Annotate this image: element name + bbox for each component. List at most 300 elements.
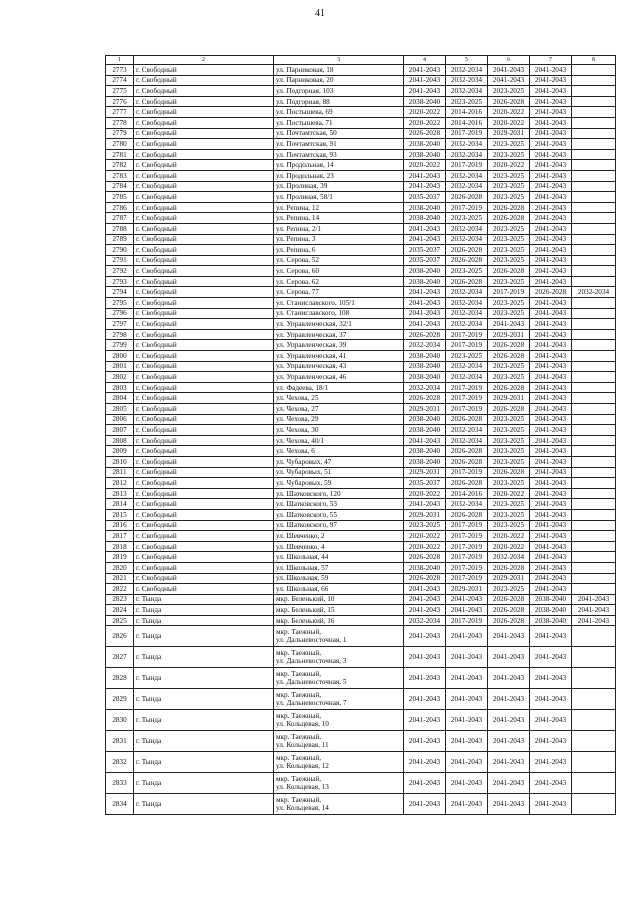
table-row [106,308,616,319]
period-col-5: 2017-2019 [446,382,488,393]
period-col-8 [572,382,616,393]
period-col-6: 2029-2031 [488,393,530,404]
period-col-5: 2017-2019 [446,393,488,404]
period-col-8 [572,478,616,489]
period-col-6: 2041-2043 [488,626,530,647]
period-col-6: 2023-2025 [488,499,530,510]
table-row [106,329,616,340]
row-number: 2809 [106,446,134,457]
period-col-8 [572,531,616,542]
period-col-5: 2041-2043 [446,689,488,710]
city: г. Тында [134,647,274,668]
period-col-4: 2041-2043 [404,319,446,330]
period-col-8 [572,446,616,457]
table-row [106,773,616,794]
table-row [106,266,616,277]
city: г. Свободный [134,86,274,97]
table-row [106,75,616,86]
period-col-7: 2041-2043 [530,86,572,97]
city: г. Тында [134,689,274,710]
period-col-6: 2023-2025 [488,456,530,467]
period-col-5: 2017-2019 [446,404,488,415]
address: ул. Чехова, 29 [274,414,404,425]
period-col-7: 2038-2040 [530,594,572,605]
period-col-4: 2020-2022 [404,160,446,171]
period-col-4: 2041-2043 [404,170,446,181]
period-col-6: 2023-2025 [488,139,530,150]
address: ул. Шатковского, 120 [274,488,404,499]
period-col-6: 2041-2043 [488,65,530,76]
period-col-7: 2041-2043 [530,298,572,309]
period-col-6: 2026-2028 [488,615,530,626]
table-row [106,446,616,457]
address: ул. Чубаровых, 47 [274,456,404,467]
period-col-5: 2026-2028 [446,276,488,287]
period-col-8: 2041-2043 [572,605,616,616]
period-col-5: 2032-2034 [446,86,488,97]
period-col-4: 2041-2043 [404,647,446,668]
period-col-7: 2041-2043 [530,361,572,372]
header-cell: 7 [530,56,572,65]
period-col-7: 2041-2043 [530,234,572,245]
period-col-6: 2023-2025 [488,435,530,446]
period-col-5: 2014-2016 [446,107,488,118]
address: ул. Управленческая, 32/1 [274,319,404,330]
period-col-8 [572,794,616,815]
period-col-8 [572,149,616,160]
period-col-5: 2029-2031 [446,584,488,595]
table-row [106,668,616,689]
period-col-5: 2017-2019 [446,615,488,626]
row-number: 2819 [106,552,134,563]
period-col-7: 2041-2043 [530,340,572,351]
city: г. Свободный [134,276,274,287]
period-col-4: 2038-2040 [404,202,446,213]
city: г. Тында [134,668,274,689]
period-col-8 [572,393,616,404]
city: г. Свободный [134,266,274,277]
period-col-7: 2041-2043 [530,181,572,192]
table-row [106,731,616,752]
period-col-6: 2041-2043 [488,731,530,752]
city: г. Свободный [134,467,274,478]
period-col-5: 2017-2019 [446,541,488,552]
period-col-7: 2041-2043 [530,562,572,573]
period-col-8 [572,255,616,266]
city: г. Свободный [134,170,274,181]
period-col-4: 2038-2040 [404,266,446,277]
period-col-4: 2041-2043 [404,298,446,309]
period-col-7: 2041-2043 [530,414,572,425]
row-number: 2776 [106,96,134,107]
row-number: 2829 [106,689,134,710]
period-col-4: 2041-2043 [404,65,446,76]
address: ул. Постышева, 69 [274,107,404,118]
table-row [106,181,616,192]
period-col-5: 2032-2034 [446,287,488,298]
row-number: 2798 [106,329,134,340]
period-col-4: 2026-2028 [404,393,446,404]
period-col-6: 2023-2025 [488,255,530,266]
period-col-4: 2038-2040 [404,96,446,107]
period-col-4: 2026-2028 [404,329,446,340]
period-col-7: 2041-2043 [530,752,572,773]
row-number: 2831 [106,731,134,752]
period-col-8: 2032-2034 [572,287,616,298]
row-number: 2810 [106,456,134,467]
period-col-7: 2041-2043 [530,255,572,266]
period-col-7: 2041-2043 [530,65,572,76]
address: мкр. Таежный, ул. Дальневосточная, 5 [274,668,404,689]
table-row [106,605,616,616]
city: г. Тында [134,615,274,626]
period-col-7: 2041-2043 [530,393,572,404]
city: г. Тында [134,731,274,752]
period-col-7: 2041-2043 [530,773,572,794]
row-number: 2812 [106,478,134,489]
period-col-5: 2032-2034 [446,308,488,319]
period-col-8 [572,170,616,181]
city: г. Свободный [134,65,274,76]
row-number: 2825 [106,615,134,626]
period-col-4: 2038-2040 [404,149,446,160]
period-col-6: 2023-2025 [488,86,530,97]
period-col-7: 2041-2043 [530,96,572,107]
period-col-5: 2032-2034 [446,149,488,160]
address: ул. Почтамтская, 91 [274,139,404,150]
city: г. Свободный [134,213,274,224]
address: ул. Управленческая, 43 [274,361,404,372]
period-col-8 [572,710,616,731]
row-number: 2789 [106,234,134,245]
period-col-8 [572,75,616,86]
period-col-7: 2041-2043 [530,107,572,118]
period-col-7: 2041-2043 [530,382,572,393]
table-row [106,689,616,710]
period-col-7: 2041-2043 [530,794,572,815]
table-body [106,56,616,815]
table-row [106,425,616,436]
row-number: 2800 [106,351,134,362]
city: г. Тында [134,794,274,815]
period-col-5: 2017-2019 [446,128,488,139]
period-col-6: 2029-2031 [488,329,530,340]
period-col-7: 2041-2043 [530,446,572,457]
address: мкр. Таежный, ул. Дальневосточная, 7 [274,689,404,710]
period-col-6: 2020-2022 [488,488,530,499]
address: мкр. Беленький, 15 [274,605,404,616]
row-number: 2806 [106,414,134,425]
period-col-6: 2023-2025 [488,425,530,436]
period-col-7: 2038-2040 [530,615,572,626]
period-col-7: 2038-2040 [530,605,572,616]
period-col-6: 2026-2028 [488,351,530,362]
period-col-4: 2020-2022 [404,531,446,542]
address: мкр. Таежный, ул. Кольцевая, 11 [274,731,404,752]
row-number: 2827 [106,647,134,668]
period-col-7: 2041-2043 [530,573,572,584]
period-col-8 [572,160,616,171]
city: г. Свободный [134,181,274,192]
period-col-7: 2041-2043 [530,626,572,647]
period-col-8 [572,351,616,362]
city: г. Свободный [134,404,274,415]
address: ул. Подгорная, 88 [274,96,404,107]
period-col-6: 2026-2028 [488,594,530,605]
row-number: 2788 [106,223,134,234]
table-row [106,710,616,731]
table-row [106,298,616,309]
table-row [106,96,616,107]
period-col-8 [572,223,616,234]
row-number: 2791 [106,255,134,266]
period-col-7: 2041-2043 [530,689,572,710]
city: г. Свободный [134,202,274,213]
city: г. Свободный [134,287,274,298]
period-col-6: 2023-2025 [488,245,530,256]
row-number: 2797 [106,319,134,330]
period-col-5: 2041-2043 [446,594,488,605]
city: г. Свободный [134,329,274,340]
period-col-8 [572,234,616,245]
period-col-5: 2026-2028 [446,192,488,203]
period-col-4: 2038-2040 [404,361,446,372]
address: мкр. Таежный, ул. Дальневосточная, 3 [274,647,404,668]
city: г. Свободный [134,223,274,234]
period-col-5: 2032-2034 [446,425,488,436]
period-col-4: 2035-2037 [404,478,446,489]
address: ул. Школьная, 57 [274,562,404,573]
table-row [106,794,616,815]
city: г. Свободный [134,584,274,595]
period-col-6: 2017-2019 [488,287,530,298]
address: ул. Парниковая, 18 [274,65,404,76]
period-col-6: 2041-2043 [488,668,530,689]
header-cell: 8 [572,56,616,65]
period-col-6: 2023-2025 [488,223,530,234]
table-row [106,520,616,531]
address: ул. Подгорная, 103 [274,86,404,97]
city: г. Свободный [134,361,274,372]
period-col-4: 2020-2022 [404,541,446,552]
row-number: 2826 [106,626,134,647]
address: ул. Пролиная, 58/1 [274,192,404,203]
city: г. Свободный [134,96,274,107]
table-row [106,117,616,128]
period-col-8 [572,773,616,794]
table-row [106,456,616,467]
period-col-4: 2020-2022 [404,107,446,118]
period-col-6: 2023-2025 [488,372,530,383]
period-col-8 [572,647,616,668]
period-col-8 [572,626,616,647]
address: ул. Чехова, 27 [274,404,404,415]
address: ул. Шатковского, 97 [274,520,404,531]
period-col-7: 2041-2043 [530,329,572,340]
city: г. Тында [134,773,274,794]
period-col-6: 2023-2025 [488,276,530,287]
period-col-4: 2041-2043 [404,75,446,86]
period-col-6: 2026-2028 [488,202,530,213]
header-cell: 4 [404,56,446,65]
period-col-8 [572,245,616,256]
period-col-4: 2029-2031 [404,509,446,520]
row-number: 2828 [106,668,134,689]
period-col-6: 2029-2031 [488,573,530,584]
table-row [106,594,616,605]
period-col-8 [572,181,616,192]
period-col-4: 2029-2031 [404,404,446,415]
period-col-5: 2026-2028 [446,255,488,266]
period-col-7: 2041-2043 [530,509,572,520]
table-row [106,213,616,224]
period-col-8 [572,689,616,710]
period-col-6: 2041-2043 [488,319,530,330]
period-col-7: 2041-2043 [530,499,572,510]
city: г. Свободный [134,541,274,552]
period-col-6: 2026-2028 [488,382,530,393]
row-number: 2778 [106,117,134,128]
row-number: 2780 [106,139,134,150]
table-row [106,382,616,393]
period-col-7: 2041-2043 [530,435,572,446]
city: г. Свободный [134,149,274,160]
period-col-5: 2032-2034 [446,372,488,383]
table-row [106,615,616,626]
period-col-8 [572,329,616,340]
period-col-8 [572,372,616,383]
table-row [106,435,616,446]
period-col-6: 2023-2025 [488,192,530,203]
address: ул. Репина, 14 [274,213,404,224]
address: ул. Чехова, 25 [274,393,404,404]
period-col-5: 2032-2034 [446,499,488,510]
period-col-5: 2032-2034 [446,223,488,234]
period-col-8 [572,213,616,224]
row-number: 2817 [106,531,134,542]
period-col-7: 2041-2043 [530,478,572,489]
period-col-8 [572,139,616,150]
city: г. Свободный [134,414,274,425]
city: г. Свободный [134,425,274,436]
address: ул. Репина, 2/1 [274,223,404,234]
table-row [106,128,616,139]
period-col-7: 2041-2043 [530,223,572,234]
period-col-7: 2041-2043 [530,351,572,362]
table-row [106,488,616,499]
address: ул. Чехова, 6 [274,446,404,457]
address: ул. Пролиная, 39 [274,181,404,192]
period-col-5: 2023-2025 [446,96,488,107]
period-col-7: 2041-2043 [530,213,572,224]
row-number: 2818 [106,541,134,552]
address: мкр. Таежный, ул. Кольцевая, 13 [274,773,404,794]
row-number: 2792 [106,266,134,277]
period-col-8 [572,499,616,510]
period-col-5: 2023-2025 [446,266,488,277]
table-row [106,647,616,668]
period-col-8 [572,266,616,277]
period-col-4: 2038-2040 [404,414,446,425]
address: ул. Почтамтская, 50 [274,128,404,139]
period-col-6: 2041-2043 [488,773,530,794]
row-number: 2781 [106,149,134,160]
row-number: 2833 [106,773,134,794]
period-col-6: 2026-2028 [488,404,530,415]
schedule-table [105,55,616,815]
row-number: 2783 [106,170,134,181]
period-col-7: 2041-2043 [530,192,572,203]
period-col-8 [572,202,616,213]
address: ул. Чехова, 30 [274,425,404,436]
period-col-8 [572,86,616,97]
city: г. Свободный [134,255,274,266]
period-col-4: 2038-2040 [404,425,446,436]
period-col-7: 2041-2043 [530,456,572,467]
period-col-4: 2023-2025 [404,520,446,531]
period-col-5: 2041-2043 [446,605,488,616]
period-col-4: 2038-2040 [404,562,446,573]
period-col-5: 2017-2019 [446,573,488,584]
period-col-8 [572,192,616,203]
period-col-4: 2041-2043 [404,689,446,710]
period-col-6: 2023-2025 [488,446,530,457]
table-row [106,340,616,351]
address: мкр. Беленький, 10 [274,594,404,605]
period-col-6: 2023-2025 [488,584,530,595]
address: ул. Шатковского, 53 [274,499,404,510]
period-col-5: 2017-2019 [446,329,488,340]
city: г. Свободный [134,340,274,351]
city: г. Свободный [134,573,274,584]
row-number: 2782 [106,160,134,171]
address: ул. Школьная, 44 [274,552,404,563]
period-col-5: 2041-2043 [446,626,488,647]
city: г. Свободный [134,234,274,245]
address: ул. Постышева, 71 [274,117,404,128]
address: ул. Серова, 62 [274,276,404,287]
table-row [106,584,616,595]
address: ул. Школьная, 66 [274,584,404,595]
period-col-6: 2029-2031 [488,128,530,139]
period-col-4: 2041-2043 [404,794,446,815]
city: г. Свободный [134,456,274,467]
table-row [106,86,616,97]
period-col-6: 2023-2025 [488,509,530,520]
table-row [106,478,616,489]
period-col-8 [572,520,616,531]
period-col-5: 2023-2025 [446,351,488,362]
row-number: 2785 [106,192,134,203]
period-col-5: 2032-2034 [446,361,488,372]
table-row [106,255,616,266]
table-row [106,234,616,245]
period-col-6: 2023-2025 [488,308,530,319]
row-number: 2824 [106,605,134,616]
period-col-8 [572,731,616,752]
city: г. Свободный [134,382,274,393]
period-col-7: 2026-2028 [530,287,572,298]
table-row [106,319,616,330]
header-cell: 5 [446,56,488,65]
address: ул. Серова, 77 [274,287,404,298]
period-col-5: 2017-2019 [446,160,488,171]
address: ул. Серова, 52 [274,255,404,266]
city: г. Свободный [134,478,274,489]
period-col-5: 2032-2034 [446,234,488,245]
period-col-5: 2032-2034 [446,65,488,76]
address: ул. Продольная, 23 [274,170,404,181]
